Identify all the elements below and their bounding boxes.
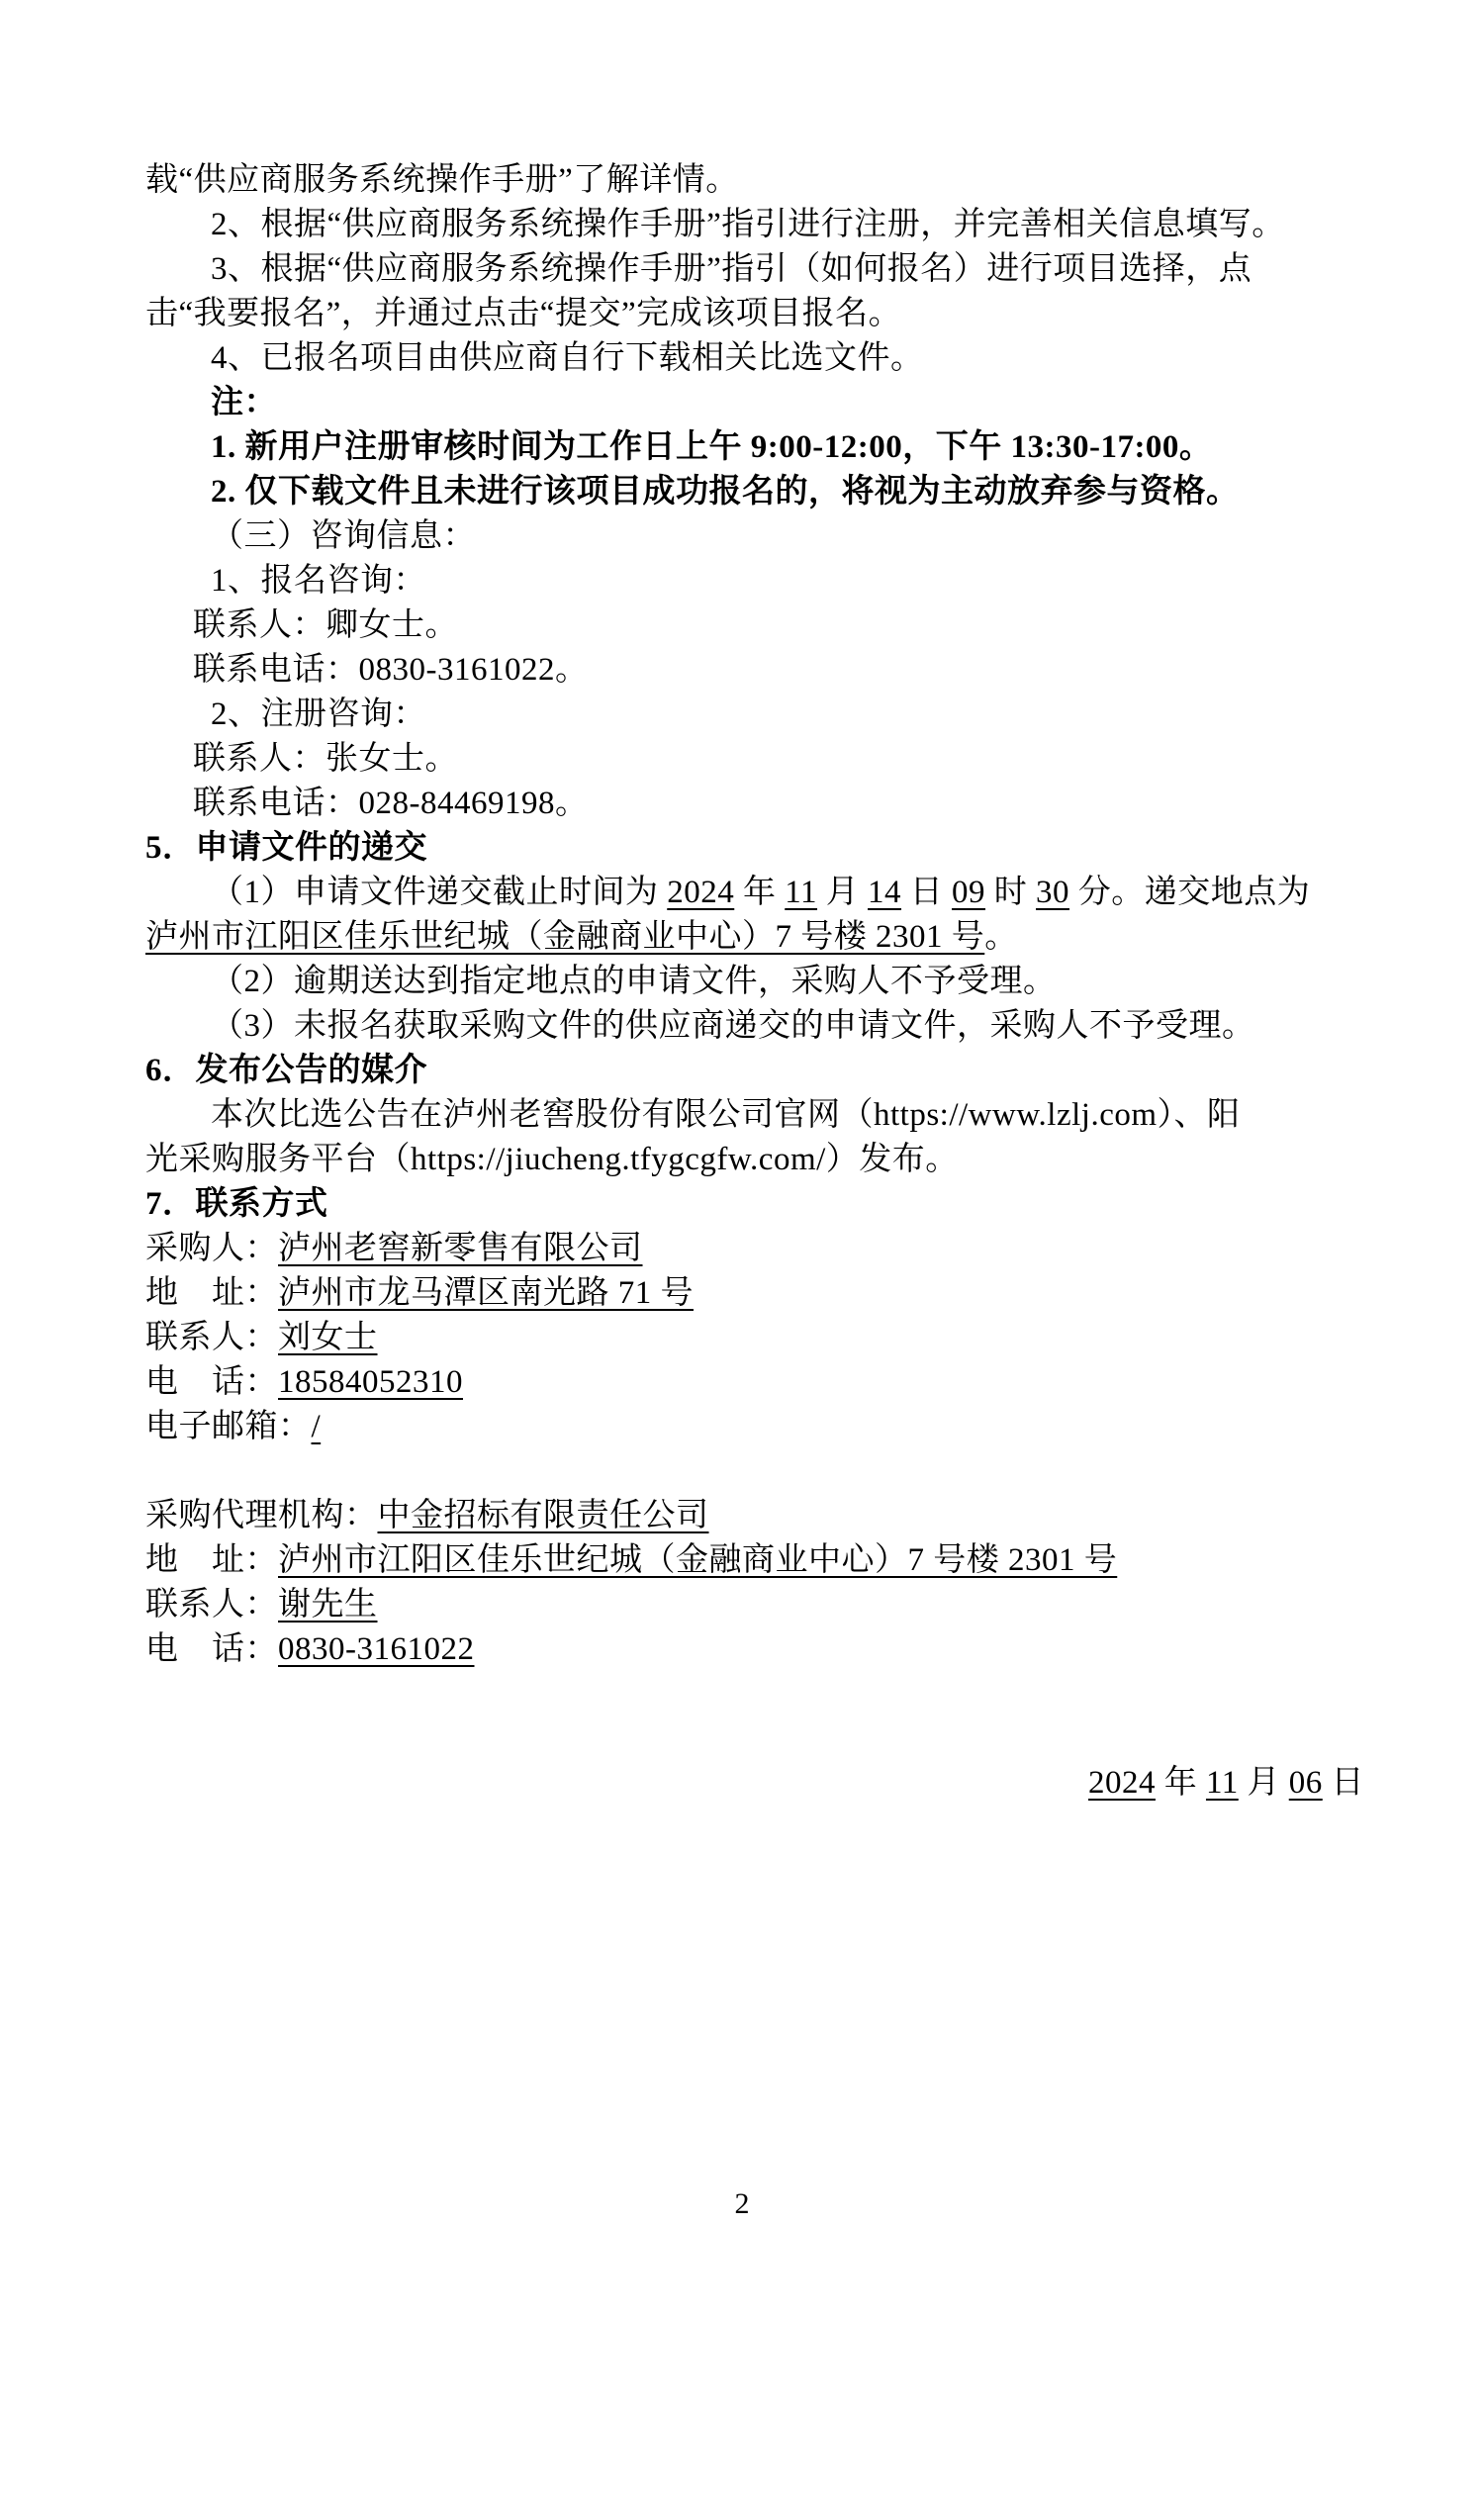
document-line — [145, 1360, 1364, 1405]
document-line — [145, 425, 1364, 470]
underlined-field: 泸州市江阳区佳乐世纪城（金融商业中心）7 号楼 2301 号 — [145, 919, 985, 955]
text-segment: 月 — [817, 875, 869, 910]
document-line — [145, 1049, 1364, 1093]
text-segment: 电 话： — [145, 1364, 278, 1400]
document-line — [145, 158, 1364, 203]
document-line — [145, 470, 1364, 514]
document-line — [145, 960, 1364, 1004]
document-line — [145, 826, 1364, 871]
text-segment: 时 — [985, 875, 1037, 910]
text-segment: 载“供应商服务系统操作手册”了解详情。 — [145, 162, 739, 198]
text-segment: （三）咨询信息： — [211, 518, 476, 554]
document-line — [145, 871, 1364, 915]
document-line — [145, 1405, 1364, 1449]
document-line — [145, 336, 1364, 381]
underlined-field: 14 — [868, 875, 902, 910]
underlined-field: 11 — [1205, 1765, 1239, 1801]
document-line — [145, 1583, 1364, 1627]
text-segment: 2. 仅下载文件且未进行该项目成功报名的，将视为主动放弃参与资格。 — [211, 474, 1240, 510]
text-segment: 日 — [901, 875, 953, 910]
text-segment: （3）未报名获取采购文件的供应商递交的申请文件，采购人不予受理。 — [211, 1008, 1255, 1044]
text-segment: 4、已报名项目由供应商自行下载相关比选文件。 — [211, 340, 924, 376]
text-segment: 2、根据“供应商服务系统操作手册”指引进行注册，并完善相关信息填写。 — [211, 207, 1285, 242]
text-segment: 联系电话：0830-3161022。 — [193, 652, 589, 688]
document-line — [145, 203, 1364, 247]
document-line — [145, 782, 1364, 826]
document-line — [145, 247, 1364, 292]
underlined-field: 刘女士 — [278, 1320, 378, 1355]
document-line — [145, 915, 1364, 960]
document-line — [145, 1494, 1364, 1538]
underlined-field: 30 — [1036, 875, 1070, 910]
text-segment: 。 — [984, 919, 1018, 955]
text-segment: 2、注册咨询： — [211, 696, 426, 732]
text-segment: 6．发布公告的媒介 — [145, 1053, 427, 1088]
document-line — [145, 381, 1364, 425]
text-segment: 1、报名咨询： — [211, 563, 426, 599]
text-segment: 地 址： — [145, 1542, 278, 1578]
document-line — [145, 1271, 1364, 1316]
underlined-field: 06 — [1288, 1765, 1323, 1801]
document-line — [145, 1004, 1364, 1049]
underlined-field: 中金招标有限责任公司 — [377, 1498, 709, 1533]
document-line — [145, 1227, 1364, 1271]
text-segment: 光采购服务平台（https://jiucheng.tfygcgfw.com/）发布。 — [145, 1142, 959, 1177]
document-line — [145, 603, 1364, 648]
text-segment: 击“我要报名”，并通过点击“提交”完成该项目报名。 — [145, 296, 902, 331]
text-segment: 采购代理机构： — [145, 1498, 378, 1533]
text-segment: 1. 新用户注册审核时间为工作日上午 9:00-12:00，下午 13:30-17:00。 — [211, 429, 1213, 465]
document-line — [145, 1761, 1364, 1806]
text-segment: 注： — [211, 385, 277, 420]
text-segment: 日 — [1322, 1765, 1364, 1801]
text-segment: 联系人：张女士。 — [193, 741, 458, 777]
text-segment: 分。递交地点为 — [1069, 875, 1311, 910]
text-segment: 5．申请文件的递交 — [145, 830, 427, 866]
underlined-field: / — [311, 1409, 322, 1444]
document-line — [145, 514, 1364, 559]
underlined-field: 2024 — [667, 875, 735, 910]
text-segment: 采购人： — [145, 1231, 278, 1266]
text-segment: 联系电话：028-84469198。 — [193, 786, 589, 821]
text-segment: （2）逾期送达到指定地点的申请文件，采购人不予受理。 — [211, 964, 1057, 999]
document-line — [145, 648, 1364, 693]
underlined-field: 0830-3161022 — [278, 1631, 475, 1667]
document-line — [145, 1316, 1364, 1360]
text-segment: 联系人：卿女士。 — [193, 607, 458, 643]
text-segment: 电 话： — [145, 1631, 278, 1667]
text-segment: 7．联系方式 — [145, 1186, 328, 1222]
underlined-field: 09 — [952, 875, 986, 910]
document-line — [145, 1093, 1364, 1138]
text-segment: 年 — [1155, 1765, 1206, 1801]
document-line — [145, 559, 1364, 603]
text-segment: （1）申请文件递交截止时间为 — [211, 875, 668, 910]
text-segment: 联系人： — [145, 1587, 278, 1623]
underlined-field: 泸州市江阳区佳乐世纪城（金融商业中心）7 号楼 2301 号 — [278, 1542, 1118, 1578]
text-segment: 年 — [734, 875, 786, 910]
document-line — [145, 1449, 1364, 1494]
document-content — [145, 158, 1364, 1806]
document-line — [145, 1627, 1364, 1672]
underlined-field: 泸州老窖新零售有限公司 — [278, 1231, 643, 1266]
document-line — [145, 1672, 1364, 1716]
document-line — [145, 1182, 1364, 1227]
text-segment: 月 — [1238, 1765, 1289, 1801]
underlined-field: 泸州市龙马潭区南光路 71 号 — [278, 1275, 694, 1311]
text-segment: 地 址： — [145, 1275, 278, 1311]
underlined-field: 2024 — [1087, 1765, 1156, 1801]
text-segment: 3、根据“供应商服务系统操作手册”指引（如何报名）进行项目选择，点 — [211, 251, 1252, 287]
document-line — [145, 1538, 1364, 1583]
document-line — [145, 292, 1364, 336]
underlined-field: 谢先生 — [278, 1587, 378, 1623]
document-line — [145, 693, 1364, 737]
document-line — [145, 1138, 1364, 1182]
document-line — [145, 737, 1364, 782]
underlined-field: 11 — [785, 875, 818, 910]
underlined-field: 18584052310 — [278, 1364, 463, 1400]
document-line — [145, 1716, 1364, 1761]
text-segment: 联系人： — [145, 1320, 278, 1355]
text-segment: 本次比选公告在泸州老窖股份有限公司官网（https://www.lzlj.com）、阳 — [211, 1097, 1241, 1133]
page-number: 2 — [734, 2187, 750, 2220]
text-segment: 电子邮箱： — [145, 1409, 312, 1444]
